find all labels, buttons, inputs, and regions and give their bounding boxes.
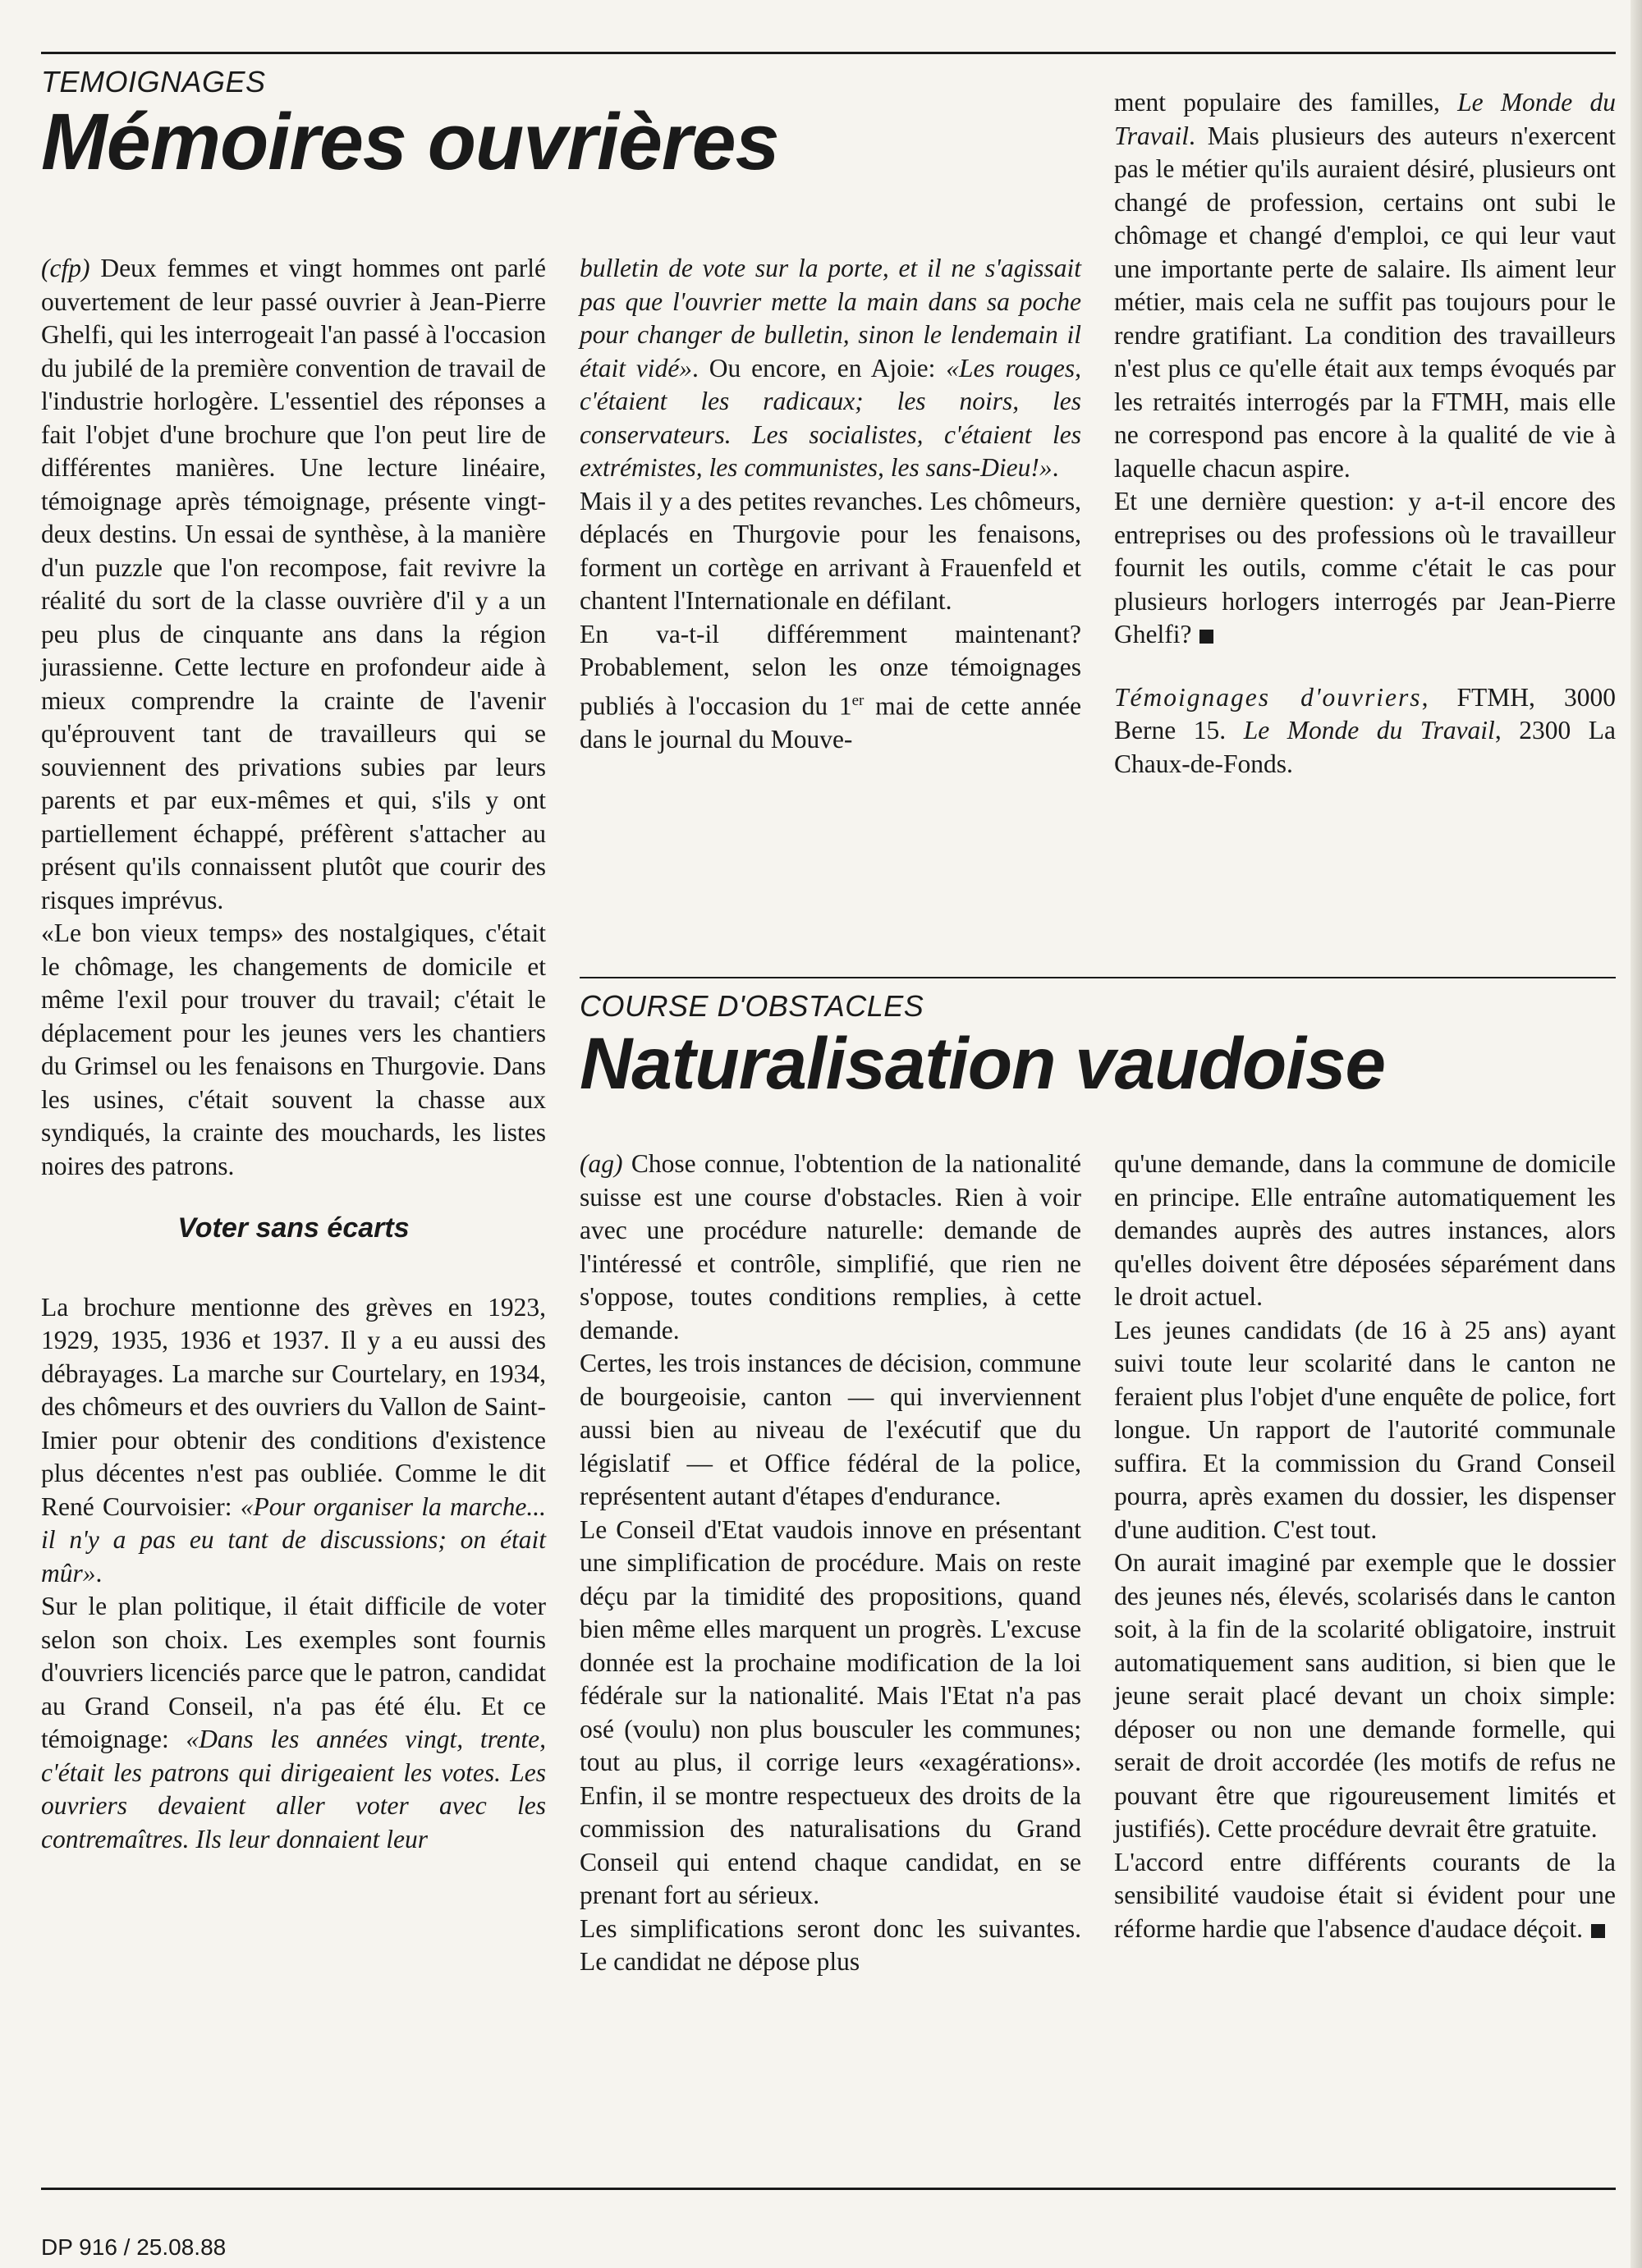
paragraph: La brochure mentionne des grèves en 1923, 1929, 1935, 1936 et 1937. Il y a eu aussi des débrayages. La marche sur Courtelary, en 1934, des chômeurs et des ouvriers du Vallon de Saint-Imier pour obtenir des conditions d'existence plus décentes n'est pas oubliée. Comme le dit René Courvoisier: «Pour organiser la marche... il n'y a pas eu tant de discussions; on était mûr». [41, 1292, 546, 1588]
paragraph: (ag) Chose connue, l'obtention de la nationalité suisse est une course d'obstacles. Rien à voir avec une procédure naturelle: demande de l'intéressé et contrôle, simplifié, que rien ne s'oppose, toutes conditions remplies, à cette demande. [580, 1149, 1081, 1345]
article1-kicker: TEMOIGNAGES [41, 65, 266, 99]
article1-title: Mémoires ouvrières [41, 97, 779, 186]
paragraph: Certes, les trois instances de décision, commune de bourgeoisie, canton — qui inverviennent aussi bien au niveau de l'exécutif que du législatif — et Office fédéral de la police, représentent autant d'étapes d'endurance. [580, 1349, 1081, 1510]
article2-column-1 [580, 1148, 1081, 1979]
paragraph: Les simplifications seront donc les suivantes. Le candidat ne dépose plus [580, 1913, 1081, 1976]
paragraph: bulletin de vote sur la porte, et il ne s'agissait pas que l'ouvrier mette la main dans sa poche pour changer de bulletin, sinon le lendemain il était vidé». Ou encore, en Ajoie: «Les rouges, c'étaient les radicaux; les noirs, les conservateurs. Les socialistes, c'étaient les extrémistes, les communistes, les sans-Dieu!». [580, 254, 1081, 482]
source-note: Témoignages d'ouvriers, FTMH, 3000 Berne 15. Le Monde du Travail, 2300 La Chaux-de-Fonds. [1114, 682, 1616, 778]
paragraph: Les jeunes candidats (de 16 à 25 ans) ayant suivi toute leur scolarité dans le canton ne feraient plus l'objet d'une enquête de police, fort longue. Un rapport de l'autorité communale suffira. Et la commission du Grand Conseil pourra, après examen du dossier, les dispenser d'une audition. C'est tout. [1114, 1315, 1616, 1544]
author-signature: (cfp) [41, 254, 90, 282]
paragraph: On aurait imaginé par exemple que le dossier des jeunes nés, élevés, scolarisés dans le canton soit, à la fin de la scolarité obligatoire, instruit automatiquement sans audition, si bien que le jeune serait placé devant un choix simple: déposer ou non une demande formelle, qui serait de droit accordée (les motifs de refus ne pouvant être que rigoureusement limités et justifiés). Cette procédure devrait être gratuite. [1114, 1548, 1616, 1843]
article1-column-3 [1114, 86, 1616, 781]
quote: «Dans les années vingt, trente, c'était les patrons qui dirigeaient les votes. Les ouvriers devaient aller voter avec les contremaîtres. Ils leur donnaient leur [41, 1725, 547, 1853]
paragraph: Mais il y a des petites revanches. Les chômeurs, déplacés en Thurgovie pour les fenaisons, forment un cortège en arrivant à Frauenfeld et chantent l'Internationale en défilant. [580, 486, 1081, 615]
issue-footer: DP 916 / 25.08.88 [41, 2234, 227, 2260]
paragraph: (cfp) Deux femmes et vingt hommes ont parlé ouvertement de leur passé ouvrier à Jean-Pierre Ghelfi, qui les interrogeait l'an passé à l'occasion du jubilé de la première convention de travail de l'industrie horlogère. L'essentiel des réponses a fait l'objet d'une brochure que l'on peut lire de différentes manières. Une lecture linéaire, témoignage après témoignage, présente vingt-deux destins. Un essai de synthèse, à la manière d'un puzzle que l'on recompose, fait revivre la réalité du sort de la classe ouvrière d'il y a un peu plus de cinquante ans dans la région jurassienne. Cette lecture en profondeur aide à mieux comprendre la crainte de l'avenir qu'éprouvent tant de travailleurs qui se souviennent des privations subies par leurs parents et par eux-mêmes et qui, s'ils y ont partiellement échappé, préfèrent s'attacher au présent qu'ils connaissent plutôt que courir des risques imprévus. [41, 254, 546, 914]
article1-column-2 [580, 252, 1081, 756]
article1-column-1 [41, 252, 546, 1856]
author-signature: (ag) [580, 1149, 623, 1178]
paragraph: Et une dernière question: y a-t-il encore des entreprises ou des professions où le travailleur fournit les outils, comme c'était le cas pour plusieurs horlogers interrogés par Jean-Pierre Ghelfi? [1114, 487, 1616, 648]
paragraph: ment populaire des familles, Le Monde du Travail. Mais plusieurs des auteurs n'exercent pas le métier qu'ils auraient désiré, plusieurs ont changé de profession, certains ont subi le chômage et changé d'emploi, ce qui leur vaut une importante perte de salaire. Ils aiment leur métier, mais cela ne suffit pas toujours pour le rendre gratifiant. La condition des travailleurs n'est plus ce qu'elle était aux temps évoqués par les retraités interrogés par la FTMH, mais elle ne correspond pas encore à la qualité de vie à laquelle chacun aspire. [1114, 88, 1616, 483]
subheading: Voter sans écarts [177, 1212, 410, 1244]
paragraph: «Le bon vieux temps» des nostalgiques, c'était le chômage, les changements de domicile et même l'exil pour trouver du travail; c'était le déplacement pour les jeunes vers les chantiers du Grimsel ou les fenaisons en Thurgovie. Dans les usines, c'était souvent la chasse aux syndiqués, la crainte des mouchards, les listes noires des patrons. [41, 919, 546, 1180]
end-mark-icon [1591, 1924, 1605, 1938]
article2-kicker: COURSE D'OBSTACLES [580, 989, 924, 1023]
publication-title: Le Monde du Travail [1114, 88, 1616, 150]
book-title: Témoignages d'ouvriers [1114, 682, 1422, 712]
bottom-rule [41, 2188, 1616, 2190]
section-rule [580, 977, 1616, 978]
article2-title: Naturalisation vaudoise [580, 1022, 1385, 1104]
paragraph: qu'une demande, dans la commune de domicile en principe. Elle entraîne automatiquement les demandes auprès des autres instances, alors qu'elles doivent être déposées séparément dans le droit actuel. [1114, 1149, 1616, 1311]
paragraph: En va-t-il différemment maintenant? Probablement, selon les onze témoignages publiés à l'occasion du 1er mai de cette année dans le journal du Mouve- [580, 619, 1082, 754]
article2-column-2 [1114, 1148, 1616, 1945]
quote: «Pour organiser la marche... il n'y a pas eu tant de discussions; on était mûr» [41, 1491, 546, 1588]
paragraph: Sur le plan politique, il était difficile de voter selon son choix. Les exemples sont fournis d'ouvriers licenciés parce que le patron, candidat au Grand Conseil, n'a pas été élu. Et ce témoignage: «Dans les années vingt, trente, c'était les patrons qui dirigeaient les votes. Les ouvriers devaient aller voter avec les contremaîtres. Ils leur donnaient leur [41, 1592, 547, 1853]
end-mark-icon [1199, 630, 1213, 644]
quote: bulletin de vote sur la porte, et il ne s'agissait pas que l'ouvrier mette la main dans sa poche pour changer de bulletin, sinon le lendemain il était vidé» [580, 254, 1081, 383]
quote: «Les rouges, c'étaient les radicaux; les noirs, les conservateurs. Les socialistes, c'étaient les extrémistes, les communistes, les sans-Dieu!» [580, 353, 1081, 482]
paragraph: Le Conseil d'Etat vaudois innove en présentant une simplification de procédure. Mais on reste déçu par la timidité des propositions, quand bien même elles marquent un progrès. L'excuse donnée est la prochaine modification de la loi fédérale sur la nationalité. Mais l'Etat n'a pas osé (voulu) non plus bousculer les communes; tout au plus, il corrige leurs «exagérations». Enfin, il se montre respectueux des droits de la commission des naturalisations du Grand Conseil qui entend chaque candidat, en se prenant fort au sérieux. [580, 1514, 1081, 1909]
publication-title: Le Monde du Travail [1243, 716, 1495, 745]
page-edge [1631, 0, 1642, 2268]
paragraph: L'accord entre différents courants de la sensibilité vaudoise était si évident pour une réforme hardie que l'absence d'audace déçoit. [1114, 1847, 1616, 1943]
top-rule [41, 52, 1616, 54]
